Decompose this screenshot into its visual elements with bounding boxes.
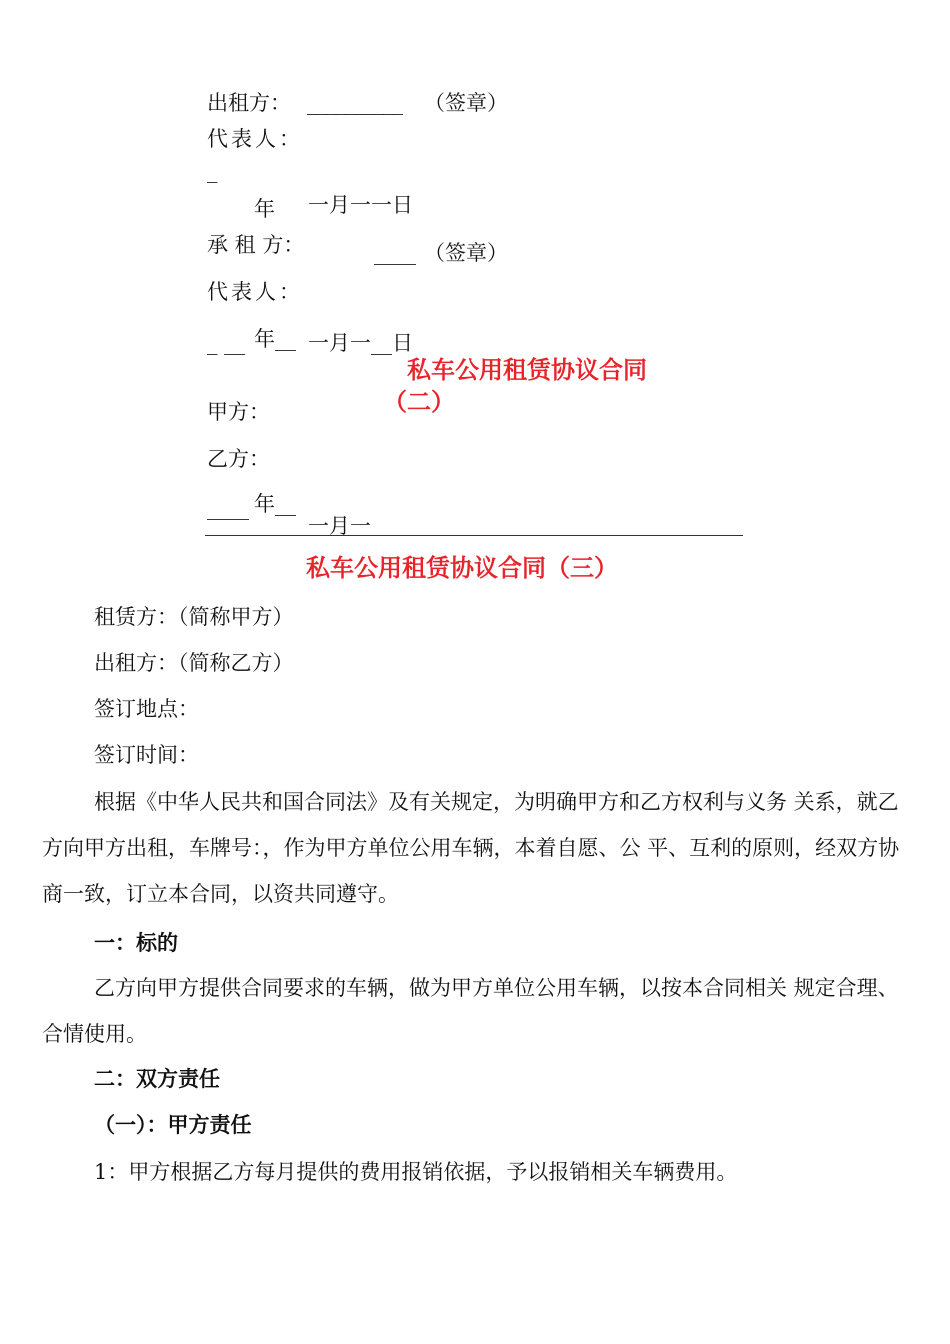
date-year-1: 年 [254, 197, 275, 221]
heading-responsibilities: 二：双方责任 [94, 1067, 220, 1091]
party-a-label: 甲方： [207, 400, 270, 424]
lessee-party-line: 租赁方：（简称甲方） [94, 605, 294, 629]
lessee-signature-blank: ____ [374, 241, 416, 265]
date-prefix-3: ____ [207, 496, 249, 520]
representative-label-1: 代表人： [207, 127, 303, 151]
date-month-day-2: 一月一__日 [308, 331, 413, 355]
lessor-party-line: 出租方：（简称乙方） [94, 651, 294, 675]
lessor-label: 出租方： [207, 91, 291, 115]
date-month-3: 一月一 [308, 514, 371, 538]
signing-time-line: 签订时间： [94, 743, 199, 767]
subject-paragraph: 乙方向甲方提供合同要求的车辆，做为甲方单位公用车辆，以按本合同相关 规定合理、合情使用。 [42, 976, 899, 1046]
date-prefix-2: _ __ [207, 331, 246, 355]
date-month-day-1: 一月一一日 [308, 193, 413, 217]
lessee-seal-label: （签章） [424, 241, 508, 265]
heading-subject: 一：标的 [94, 931, 178, 955]
party-b-label: 乙方： [207, 447, 270, 471]
lessee-label: 承 租 方： [207, 233, 305, 257]
contract-title-2-number: （二） [383, 388, 455, 416]
representative-label-2: 代表人： [207, 280, 303, 304]
representative-blank-1: _ [207, 159, 218, 183]
responsibility-item-1: 1：甲方根据乙方每月提供的费用报销依据，予以报销相关车辆费用。 [94, 1160, 738, 1184]
lessor-seal-label: （签章） [424, 91, 508, 115]
signing-place-line: 签订地点： [94, 697, 199, 721]
lessor-signature-blank: __________ [307, 91, 402, 115]
intro-paragraph: 根据《中华人民共和国合同法》及有关规定，为明确甲方和乙方权利与义务 关系，就乙方向甲方出租，车牌号：，作为甲方单位公用车辆，本着自愿、公 平、互利的原则，经双方协商一致，订立本合同，以资共同遵守。 [42, 790, 900, 906]
contract-title-2: 私车公用租赁协议合同 [407, 356, 647, 384]
section-divider [205, 535, 743, 536]
date-year-2: 年__ [254, 327, 296, 351]
date-year-3: 年__ [254, 492, 296, 516]
contract-title-3: 私车公用租赁协议合同（三） [306, 554, 618, 582]
heading-party-a-responsibilities: （一）：甲方责任 [94, 1113, 252, 1137]
